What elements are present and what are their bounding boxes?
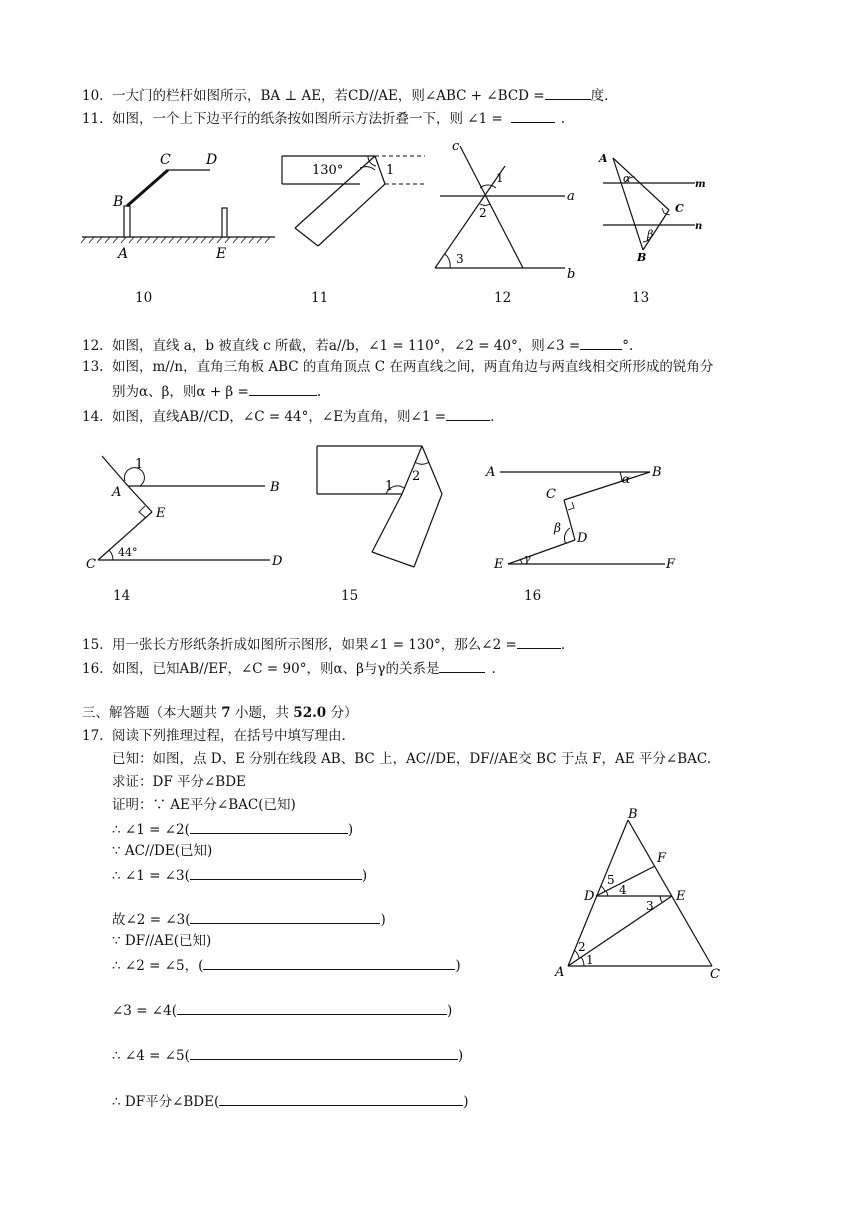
- question-text: 一大门的栏杆如图所示，BA ⊥ AE，若CD//AE，则∠ABC + ∠BCD =: [112, 88, 545, 104]
- question-text: 如图，m//n，直角三角板 ABC 的直角顶点 C 在两直线之间，两直角边与两直线相交所形成的锐角分: [112, 359, 714, 375]
- label-4: 4: [619, 883, 627, 897]
- label-1: 1: [586, 953, 594, 967]
- answer-blank[interactable]: [446, 406, 490, 421]
- reason-blank[interactable]: [190, 909, 380, 924]
- label-b: b: [567, 267, 576, 282]
- label-B: B: [113, 194, 124, 210]
- question-text: 如图，直线 a，b 被直线 c 所截，若a//b，∠1 = 110°，∠2 = 40°，则∠3 =: [112, 338, 581, 354]
- label-gamma: γ: [524, 552, 531, 565]
- label-B: B: [270, 480, 280, 495]
- figure-14: [80, 448, 290, 573]
- question-10: [82, 85, 608, 105]
- question-11: [82, 108, 565, 128]
- label-beta: β: [647, 228, 654, 241]
- label-A: A: [118, 246, 129, 262]
- question-text: 用一张长方形纸条折成如图所示图形，如果∠1 = 130°，那么∠2 =: [112, 637, 517, 653]
- figure-caption-12: 12: [494, 290, 512, 306]
- question-number: 15.: [82, 637, 104, 653]
- figure-15: [312, 442, 462, 574]
- question-suffix: .: [560, 637, 566, 653]
- proof-step-10: ∴ DF平分∠BDE( ): [112, 1091, 469, 1111]
- question-number: 16.: [82, 661, 104, 677]
- figure-11: [280, 148, 430, 268]
- section-heading: 三、解答题（本大题共 7 小题，共 52.0 分）: [82, 705, 358, 721]
- question-text: 别为α、β，则α + β =: [112, 384, 249, 400]
- label-E: E: [216, 246, 227, 262]
- label-A: A: [599, 152, 608, 165]
- question-text: 如图，已知AB//EF，∠C = 90°，则α、β与γ的关系是: [112, 661, 440, 677]
- label-alpha: α: [622, 472, 631, 486]
- label-c: c: [452, 139, 460, 154]
- label-D: D: [206, 152, 218, 168]
- label-1: 1: [385, 479, 394, 494]
- label-beta: β: [554, 521, 561, 535]
- proof-step-4: ∴ ∠1 = ∠3( ): [112, 865, 367, 885]
- label-F: F: [657, 851, 667, 866]
- label-alpha: α: [623, 172, 631, 185]
- figure-caption-14: 14: [113, 588, 131, 604]
- proof-step-9: ∴ ∠4 = ∠5( ): [112, 1045, 463, 1065]
- proof-step-7: ∴ ∠2 = ∠5，( ): [112, 955, 461, 975]
- label-m: m: [695, 179, 706, 190]
- figure-caption-16: 16: [524, 588, 542, 604]
- question-17: [82, 727, 346, 745]
- label-E: E: [494, 557, 504, 572]
- question-text: 如图，直线AB//CD，∠C = 44°，∠E为直角，则∠1 =: [112, 409, 447, 425]
- label-C: C: [675, 202, 684, 215]
- question-13-line2: [112, 381, 321, 401]
- proof-step-2: ∴ ∠1 = ∠2( ): [112, 819, 353, 839]
- label-B: B: [628, 808, 638, 822]
- answer-blank[interactable]: [545, 85, 591, 100]
- figure-caption-11: 11: [311, 290, 329, 306]
- label-2: 2: [412, 469, 421, 484]
- label-A: A: [486, 465, 496, 480]
- proof-step-8: ∠3 = ∠4( ): [112, 1000, 452, 1020]
- question-number: 11.: [82, 111, 104, 127]
- label-1: 1: [135, 457, 144, 472]
- reason-blank[interactable]: [190, 1045, 458, 1060]
- label-1: 1: [496, 171, 504, 185]
- question-suffix: °.: [622, 338, 634, 354]
- question-number: 10.: [82, 88, 104, 104]
- label-B: B: [637, 251, 647, 264]
- figure-13: [595, 150, 710, 265]
- label-5: 5: [607, 873, 615, 887]
- question-12: [82, 335, 633, 355]
- label-C: C: [160, 152, 171, 168]
- label-3: 3: [456, 252, 464, 266]
- label-F: F: [666, 557, 676, 572]
- proof-step-1: 证明：∵ AE平分∠BAC(已知): [112, 797, 296, 813]
- label-1: 1: [386, 163, 395, 178]
- answer-blank[interactable]: [580, 335, 622, 350]
- label-C: C: [710, 967, 720, 982]
- question-17-given: 已知：如图，点 D、E 分别在线段 AB、BC 上，AC//DE，DF//AE交 BC 于点 F，AE 平分∠BAC.: [112, 751, 712, 767]
- question-suffix: .: [316, 384, 322, 400]
- label-B: B: [652, 465, 662, 480]
- question-number: 12.: [82, 338, 104, 354]
- answer-blank[interactable]: [511, 108, 555, 123]
- question-number: 13.: [82, 359, 104, 375]
- reason-blank[interactable]: [190, 819, 348, 834]
- label-A: A: [112, 485, 122, 500]
- figure-16: [480, 458, 690, 576]
- label-C: C: [546, 487, 556, 502]
- question-number: 14.: [82, 409, 104, 425]
- question-13-line1: [82, 358, 713, 376]
- question-suffix: .: [490, 409, 495, 425]
- question-16: [82, 658, 496, 678]
- label-D: D: [272, 554, 283, 569]
- question-15: [82, 634, 565, 654]
- label-E: E: [156, 506, 166, 521]
- figure-caption-15: 15: [341, 588, 359, 604]
- figure-17: [550, 808, 730, 983]
- label-44: 44°: [118, 546, 138, 559]
- label-E: E: [676, 889, 686, 904]
- figure-12: [430, 138, 590, 283]
- label-n: n: [695, 221, 703, 232]
- figure-caption-13: 13: [632, 290, 650, 306]
- answer-blank[interactable]: [517, 634, 561, 649]
- question-number: 17.: [82, 728, 104, 744]
- proof-step-3: ∵ AC//DE(已知): [112, 843, 213, 859]
- label-2: 2: [479, 206, 487, 220]
- question-text: 如图，一个上下边平行的纸条按如图所示方法折叠一下，则 ∠1 =: [112, 111, 503, 127]
- question-17-prove: 求证：DF 平分∠BDE: [112, 774, 246, 790]
- figure-caption-10: 10: [135, 290, 153, 306]
- label-A: A: [555, 965, 565, 980]
- question-14: [82, 406, 494, 426]
- reason-blank[interactable]: [190, 865, 362, 880]
- label-3: 3: [646, 899, 654, 913]
- question-suffix: .: [491, 661, 496, 677]
- label-C: C: [86, 557, 96, 572]
- answer-blank[interactable]: [249, 381, 317, 396]
- question-suffix: .: [560, 111, 566, 127]
- label-D: D: [584, 889, 595, 904]
- question-suffix: 度.: [590, 88, 609, 104]
- reason-blank[interactable]: [203, 955, 455, 970]
- label-2: 2: [578, 940, 586, 954]
- label-130: 130°: [312, 163, 344, 178]
- label-a: a: [567, 189, 575, 204]
- reason-blank[interactable]: [219, 1091, 463, 1106]
- proof-step-5: 故∠2 = ∠3( ): [112, 909, 386, 929]
- figure-10: [80, 148, 280, 268]
- answer-blank[interactable]: [439, 658, 485, 673]
- reason-blank[interactable]: [177, 1000, 447, 1015]
- label-D: D: [577, 531, 588, 546]
- question-intro: 阅读下列推理过程，在括号中填写理由.: [112, 728, 346, 744]
- proof-step-6: ∵ DF//AE(已知): [112, 933, 212, 949]
